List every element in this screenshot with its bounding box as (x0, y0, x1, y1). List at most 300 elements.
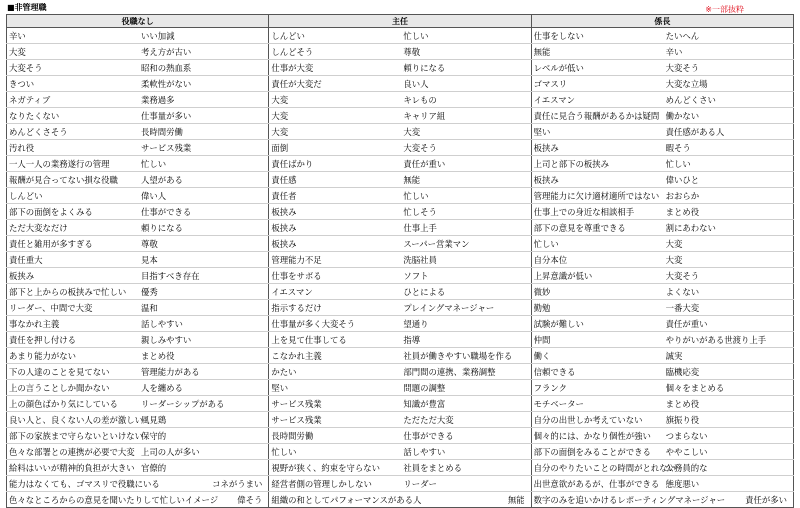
cell-section-chief (531, 268, 793, 284)
table-row (7, 188, 794, 204)
cell-text: ソフト (403, 270, 429, 281)
cell-text: 大変そう (665, 270, 700, 281)
cell-no-title (7, 284, 269, 300)
cell-text: 無能 (533, 46, 551, 57)
cell-text: 自分本位 (533, 254, 568, 265)
cell-text: 暇そう (665, 142, 691, 153)
cell-text: こなかれ主義 (271, 350, 322, 361)
cell-text: 大変そう (9, 62, 43, 73)
cell-chief (269, 316, 531, 332)
cell-text: 管理能力がある (141, 366, 200, 377)
cell-text: 管理能力不足 (271, 254, 322, 265)
cell-text (525, 125, 531, 139)
cell-text: 人望がある (141, 174, 183, 185)
table-row (7, 332, 794, 348)
cell-text: 責任重大 (9, 254, 43, 265)
cell-text: 仕事をサボる (271, 270, 322, 281)
cell-text: 保守的 (141, 430, 167, 441)
cell-text: モチベーター (533, 398, 584, 409)
cell-text (787, 205, 793, 219)
cell-text: イエスマン (533, 94, 576, 105)
table-row (7, 92, 794, 108)
cell-text: サービス残業 (271, 398, 322, 409)
cell-text (262, 189, 268, 203)
cell-no-title (7, 348, 269, 364)
cell-text (787, 381, 793, 395)
cell-text: 責任を押し付ける (9, 334, 76, 345)
cell-text: 洗脳社員 (403, 254, 437, 265)
cell-text: フランク (533, 382, 567, 393)
cell-text: ひとによる (403, 286, 446, 297)
cell-text: しんどい (271, 30, 305, 41)
cell-section-chief (531, 124, 793, 140)
cell-text: 偉い人 (141, 190, 167, 201)
cell-section-chief (531, 460, 793, 476)
table-row (7, 284, 794, 300)
cell-text: 忙しい (271, 446, 297, 457)
table-row (7, 396, 794, 412)
table-row (7, 460, 794, 476)
cell-text: 大変 (665, 238, 683, 249)
cell-text (787, 317, 793, 331)
table-row (7, 124, 794, 140)
cell-text (787, 285, 793, 299)
table-row (7, 220, 794, 236)
cell-text (262, 29, 268, 43)
cell-section-chief (531, 60, 793, 76)
cell-text: 風見鶏 (141, 414, 167, 425)
cell-text: 忙しい (403, 190, 429, 201)
cell-text: リーダー、中間で大変 (9, 302, 93, 313)
cell-text (787, 269, 793, 283)
cell-section-chief (531, 140, 793, 156)
cell-text: あまり能力がない (9, 350, 76, 361)
cell-text (787, 429, 793, 443)
cell-text: 責任が重い (665, 318, 708, 329)
cell-text: リーダーシップがある (141, 398, 225, 409)
cell-text: 上を見て仕事してる (271, 334, 347, 345)
cell-chief (269, 124, 531, 140)
cell-text (525, 445, 531, 459)
cell-text: キレもの (403, 94, 437, 105)
cell-chief (269, 460, 531, 476)
cell-chief (269, 364, 531, 380)
cell-text: 責任が大変だ (271, 78, 322, 89)
cell-chief (269, 204, 531, 220)
cell-text: 上司と部下の板挟み (533, 158, 610, 169)
cell-section-chief (531, 92, 793, 108)
cell-text (262, 125, 268, 139)
cell-section-chief (531, 188, 793, 204)
cell-text: 大変そう (665, 62, 700, 73)
cell-text: 試験が難しい (533, 318, 584, 329)
table-row (7, 364, 794, 380)
column-header-no-title: 役職なし (7, 15, 269, 28)
cell-text: 責任が多い (745, 494, 787, 505)
table-row (7, 380, 794, 396)
cell-text: 温和 (141, 302, 158, 313)
cell-text: 責任者 (271, 190, 297, 201)
cell-text (525, 365, 531, 379)
cell-text: 板挟み (271, 222, 297, 233)
cell-chief (269, 428, 531, 444)
cell-text: 一人一人の業務遂行の管理 (9, 158, 110, 169)
cell-text: 尊敬 (141, 238, 158, 249)
cell-text: 能力はなくても、ゴマスリで役職にいる (9, 478, 160, 489)
cell-text: スーパー営業マン (403, 238, 470, 249)
cell-chief (269, 172, 531, 188)
cell-text (262, 269, 268, 283)
cell-text: 微妙 (533, 286, 551, 297)
cell-no-title (7, 156, 269, 172)
cell-text (525, 93, 531, 107)
cell-text (262, 445, 268, 459)
cell-text: サービス残業 (271, 414, 322, 425)
cell-text (262, 381, 268, 395)
cell-no-title (7, 268, 269, 284)
cell-text: まとめ役 (665, 398, 700, 409)
table-row (7, 316, 794, 332)
cell-text: 仕事量が多く大変そう (271, 318, 356, 329)
cell-no-title (7, 140, 269, 156)
cell-text: 公務員的な (665, 462, 708, 473)
table-row (7, 76, 794, 92)
cell-text: なりたくない (9, 110, 60, 121)
cell-text (525, 349, 531, 363)
table-row (7, 348, 794, 364)
table-row (7, 268, 794, 284)
cell-text: 忙しそう (403, 206, 437, 217)
cell-text: 視野が狭く、約束を守らない (271, 462, 381, 473)
cell-text (262, 157, 268, 171)
cell-text (787, 413, 793, 427)
cell-no-title (7, 108, 269, 124)
cell-text (525, 461, 531, 475)
table-row (7, 492, 794, 508)
cell-text: 辛い (665, 46, 683, 57)
cell-text: 望通り (403, 318, 429, 329)
cell-chief (269, 140, 531, 156)
cell-text: 社員をまとめる (403, 462, 462, 473)
cell-text: 責任感 (271, 174, 297, 185)
cell-text: 上司の人が多い (141, 446, 200, 457)
cell-section-chief (531, 364, 793, 380)
cell-text: 仲間 (533, 334, 551, 345)
cell-text: 辛い (9, 30, 26, 41)
cell-text: 組織の和としてパフォーマンスがある人 (271, 494, 422, 505)
cell-no-title (7, 252, 269, 268)
cell-text: 長時間労働 (271, 430, 314, 441)
cell-section-chief (531, 300, 793, 316)
cell-text (787, 237, 793, 251)
cell-no-title (7, 492, 269, 508)
cell-text: 自分のやりたいことの時間がとれない (533, 462, 677, 473)
cell-text: 経営者側の管理しかしない (271, 478, 372, 489)
cell-chief (269, 332, 531, 348)
cell-text (525, 237, 531, 251)
cell-section-chief (531, 220, 793, 236)
cell-text (525, 221, 531, 235)
cell-chief (269, 396, 531, 412)
cell-text: ただただ大変 (403, 414, 454, 425)
cell-text (787, 141, 793, 155)
cell-text: レベルが低い (533, 62, 584, 73)
cell-text: めんどくさい (665, 94, 716, 105)
cell-text (787, 397, 793, 411)
section-title: ■非管理職 (7, 3, 47, 12)
cell-text: 頼りになる (141, 222, 183, 233)
cell-text: 上の顔色ばかり気にしている (9, 398, 118, 409)
cell-text: 部下の意見を尊重できる (533, 222, 626, 233)
cell-text: 責任が重い (403, 158, 446, 169)
cell-text: キャリア組 (403, 110, 446, 121)
cell-no-title (7, 316, 269, 332)
cell-text: 面倒 (271, 142, 289, 153)
cell-text (262, 221, 268, 235)
cell-text: 部門間の連携、業務調整 (403, 366, 496, 377)
cell-text (262, 93, 268, 107)
cell-text (525, 77, 531, 91)
table-row (7, 60, 794, 76)
cell-text: 話しやすい (141, 318, 183, 329)
cell-section-chief (531, 284, 793, 300)
excerpt-note: ※一部抜粋 (705, 5, 744, 14)
cell-text (262, 349, 268, 363)
cell-text (787, 61, 793, 75)
cell-text: しんどそう (271, 46, 314, 57)
cell-text (525, 477, 531, 491)
cell-no-title (7, 412, 269, 428)
cell-chief (269, 76, 531, 92)
cell-text: 忙しい (533, 238, 559, 249)
cell-no-title (7, 204, 269, 220)
cell-text (787, 125, 793, 139)
cell-text: 働かない (665, 110, 700, 121)
cell-text: たいへん (665, 30, 700, 41)
cell-text: やりがいがある世渡り上手 (665, 334, 767, 345)
cell-text (262, 141, 268, 155)
cell-section-chief (531, 428, 793, 444)
cell-section-chief (531, 156, 793, 172)
table-header-row (7, 15, 794, 28)
cell-text: 尊敬 (403, 46, 421, 57)
cell-text: 忙しい (403, 30, 429, 41)
cell-section-chief (531, 252, 793, 268)
cell-text: 部下の家族まで守らないといけない (9, 430, 143, 441)
cell-text: 報酬が見合ってない損な役職 (9, 174, 118, 185)
cell-text: 偉いひと (665, 174, 700, 185)
column-header-section-chief: 係長 (531, 15, 793, 28)
cell-text (525, 109, 531, 123)
cell-chief (269, 284, 531, 300)
cell-text (787, 301, 793, 315)
cell-text: 忙しい (141, 158, 167, 169)
cell-text: 大変な立場 (665, 78, 708, 89)
cell-text (262, 45, 268, 59)
cell-text (525, 157, 531, 171)
cell-text: 人を纏める (141, 382, 183, 393)
cell-text (787, 365, 793, 379)
table-row (7, 156, 794, 172)
cell-text (787, 445, 793, 459)
cell-text: 自分の出世しか考えていない (533, 414, 643, 425)
cell-text: 問題の調整 (403, 382, 446, 393)
cell-text (525, 189, 531, 203)
cell-text: めんどくさそう (9, 126, 68, 137)
cell-text (262, 301, 268, 315)
cell-text: ややこしい (665, 446, 708, 457)
cell-no-title (7, 60, 269, 76)
cell-text (262, 61, 268, 75)
table-row (7, 172, 794, 188)
cell-text: 管理能力に欠け適材適所ではない (533, 190, 660, 201)
cell-chief (269, 476, 531, 492)
cell-no-title (7, 188, 269, 204)
cell-text: リーダー (403, 478, 437, 489)
cell-text (787, 173, 793, 187)
cell-text (262, 413, 268, 427)
cell-text (262, 317, 268, 331)
cell-no-title (7, 220, 269, 236)
cell-section-chief (531, 204, 793, 220)
cell-text: 部下の面倒をみることができる (533, 446, 651, 457)
cell-text: 指示するだけ (271, 302, 322, 313)
cell-text: 板挟み (271, 238, 297, 249)
cell-section-chief (531, 412, 793, 428)
cell-text: しんどい (9, 190, 43, 201)
cell-text: 責任と雑用が多すぎる (9, 238, 93, 249)
cell-text: 責任感がある人 (665, 126, 725, 137)
cell-text: 大変 (665, 254, 683, 265)
cell-text (787, 333, 793, 347)
cell-section-chief (531, 44, 793, 60)
cell-chief (269, 60, 531, 76)
cell-text (525, 253, 531, 267)
cell-section-chief (531, 380, 793, 396)
cell-text: 大変 (271, 94, 289, 105)
cell-text (262, 333, 268, 347)
cell-chief (269, 92, 531, 108)
cell-no-title (7, 44, 269, 60)
cell-text (787, 221, 793, 235)
cell-no-title (7, 172, 269, 188)
cell-text (262, 253, 268, 267)
cell-chief (269, 156, 531, 172)
table-row (7, 412, 794, 428)
cell-section-chief (531, 332, 793, 348)
cell-text: 臨機応変 (665, 366, 700, 377)
cell-text (262, 109, 268, 123)
cell-text: 知識が豊富 (403, 398, 446, 409)
cell-text (525, 269, 531, 283)
cell-chief (269, 268, 531, 284)
cell-text: 板挟み (271, 206, 297, 217)
cell-text (262, 237, 268, 251)
cell-chief (269, 492, 531, 508)
cell-text: 話しやすい (403, 446, 446, 457)
cell-text: 給料はいいが精神的負担が大きい (9, 462, 135, 473)
cell-text: 信頼できる (533, 366, 576, 377)
cell-text (525, 141, 531, 155)
cell-text (525, 205, 531, 219)
cell-chief (269, 108, 531, 124)
cell-text: 責任に見合う報酬があるかは疑問 (533, 110, 660, 121)
cell-text: 大変 (271, 126, 289, 137)
table-row (7, 428, 794, 444)
cell-section-chief (531, 108, 793, 124)
table-row (7, 300, 794, 316)
table-row (7, 28, 794, 44)
cell-text: 責任ばかり (271, 158, 314, 169)
cell-text: 良い人 (403, 78, 429, 89)
cell-text: かたい (271, 366, 297, 377)
cell-section-chief (531, 76, 793, 92)
cell-text: 旗振り役 (665, 414, 700, 425)
cell-text (787, 189, 793, 203)
cell-text (525, 45, 531, 59)
cell-text: 業務過多 (141, 94, 175, 105)
cell-text: 働く (533, 350, 551, 361)
cell-text: 部下の面倒をよくみる (9, 206, 93, 217)
cell-no-title (7, 300, 269, 316)
cell-text (262, 397, 268, 411)
cell-text: 仕事量が多い (141, 110, 192, 121)
cell-text (787, 45, 793, 59)
cell-text (787, 477, 793, 491)
cell-text: 色々なところからの意見を聞いたりして忙しいイメージ (9, 494, 219, 505)
table-body (7, 28, 794, 508)
table-row (7, 140, 794, 156)
cell-no-title (7, 92, 269, 108)
cell-text: 出世意欲があるが、仕事ができる (533, 478, 660, 489)
cell-text: 無能 (507, 494, 525, 505)
cell-text (525, 333, 531, 347)
cell-text: 考え方が古い (141, 46, 192, 57)
cell-text: きつい (9, 78, 35, 89)
cell-text: 頼りになる (403, 62, 446, 73)
column-header-chief: 主任 (269, 15, 531, 28)
cell-text: 上昇意識が低い (533, 270, 593, 281)
cell-no-title (7, 124, 269, 140)
survey-table (6, 14, 794, 508)
cell-section-chief (531, 444, 793, 460)
cell-text: 仕事が大変 (271, 62, 314, 73)
cell-no-title (7, 396, 269, 412)
cell-chief (269, 188, 531, 204)
cell-no-title (7, 444, 269, 460)
cell-text (525, 301, 531, 315)
cell-text (525, 173, 531, 187)
cell-text (525, 429, 531, 443)
cell-text: 大変 (403, 126, 421, 137)
cell-text: 板挟み (533, 142, 559, 153)
cell-text: イエスマン (271, 286, 313, 297)
table-row (7, 204, 794, 220)
cell-no-title (7, 364, 269, 380)
cell-section-chief (531, 316, 793, 332)
cell-text (525, 61, 531, 75)
cell-no-title (7, 332, 269, 348)
cell-text (787, 253, 793, 267)
cell-text: つまらない (665, 430, 708, 441)
cell-text: 数字のみを追いかけるレポーティングマネージャー (533, 494, 726, 505)
cell-text (525, 317, 531, 331)
cell-text: 仕事をしない (533, 30, 584, 41)
cell-text: 大変 (9, 46, 26, 57)
cell-text: 仕事ができる (141, 206, 192, 217)
cell-text: 勤勉 (533, 302, 551, 313)
cell-text (787, 109, 793, 123)
